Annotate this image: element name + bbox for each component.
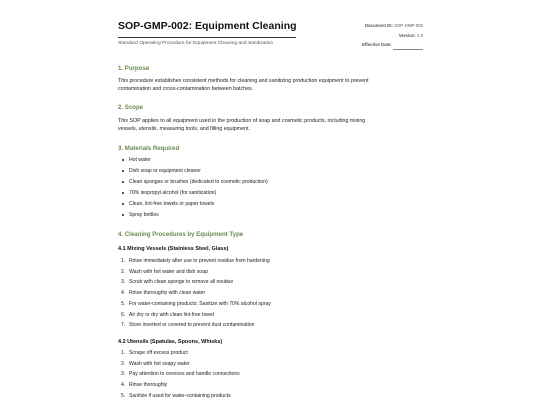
step-item [118,391,240,402]
effective-date-label: Effective Date: [361,42,392,47]
step-number: 3. [121,279,126,286]
step-item [118,288,271,299]
step-number: 4. [121,290,126,297]
version-value: 1.0 [417,32,423,38]
version-label: Version: [398,32,416,38]
step-item [118,320,271,331]
purpose-heading: 1. Purpose [118,65,150,72]
step-number: 1. [121,350,126,356]
document-id-row [362,21,423,31]
step-text: Rinse thoroughly [129,382,168,389]
scope-heading: 2. Scope [118,104,144,111]
document-id-value: SOP-GMP-002 [394,23,423,28]
scope-text [118,117,423,133]
step-number: 3. [121,371,126,378]
materials-list [118,155,268,220]
utensils-subheading: 4.2 Utensils (Spatulas, Spoons, Whisks) [118,339,223,345]
step-item [118,267,271,278]
list-item: Clean, lint-free towels or paper towels [118,199,268,210]
purpose-text [118,77,423,93]
step-number: 2. [121,268,126,275]
purpose-line-2: contamination and cross-contamination between batches. [118,86,254,93]
step-text: For water-containing products: Sanitize with 70% alcohol spray [129,300,271,307]
mixing-vessels-steps [118,256,271,331]
document-meta [362,21,423,50]
step-number: 2. [121,360,126,367]
procedures-heading: 4. Cleaning Procedures by Equipment Type [118,231,244,238]
title-divider [118,37,296,38]
step-text: Wash with hot soapy water [129,360,190,367]
version-row [362,31,423,41]
step-number: 6. [121,311,126,318]
utensils-steps [118,348,240,402]
effective-date-row [362,40,423,50]
scope-line-1: This SOP applies to all equipment used in the production of soap and cosmetic products, including mixing [118,118,366,124]
document-id-label: Document ID: [364,23,393,28]
document-header [118,20,423,52]
step-number: 5. [121,392,126,399]
scope-line-2: vessels, utensils, measuring tools, and filling equipment. [118,126,250,133]
step-text: Pay attention to crevices and handle connections [129,371,240,378]
document-subtitle: Standard Operating Procedure for Equipment Cleaning and Sanitization [118,41,274,46]
step-text: Scrape off excess product [129,350,188,356]
step-number: 7. [121,322,126,329]
step-item [118,310,271,321]
materials-heading: 3. Materials Required [118,145,180,152]
step-item [118,359,240,370]
step-text: Sanitize if used for water-containing products [129,392,231,399]
step-text: Air dry or dry with clean lint-free towel [129,311,214,318]
step-number: 1. [121,258,126,264]
step-item [118,256,271,267]
document-title: SOP-GMP-002: Equipment Cleaning [118,20,297,32]
step-item [118,369,240,380]
step-text: Wash with hot water and dish soap [129,268,208,275]
list-item: Clean sponges or brushes (dedicated to cosmetic production) [118,177,268,188]
step-number: 5. [121,300,126,307]
step-number: 4. [121,382,126,389]
list-item: Spray bottles [118,210,268,221]
step-text: Store inverted or covered to prevent dust contamination [129,322,255,329]
step-item [118,348,240,359]
purpose-line-1: This procedure establishes consistent methods for cleaning and sanitizing production equipment to prevent [118,78,369,84]
step-item [118,380,240,391]
effective-date-blank [393,45,423,50]
list-item: 70% isopropyl alcohol (for sanitization) [118,188,268,199]
step-item [118,299,271,310]
list-item: Hot water [118,155,268,166]
step-text: Rinse thoroughly with clean water [129,290,206,297]
list-item: Dish soap or equipment cleaner [118,166,268,177]
step-text: Rinse immediately after use to prevent residue from hardening [129,258,270,264]
mixing-vessels-subheading: 4.1 Mixing Vessels (Stainless Steel, Glass) [118,246,229,252]
step-item [118,277,271,288]
step-text: Scrub with clean sponge to remove all residue [129,279,234,286]
sop-page [118,20,423,399]
